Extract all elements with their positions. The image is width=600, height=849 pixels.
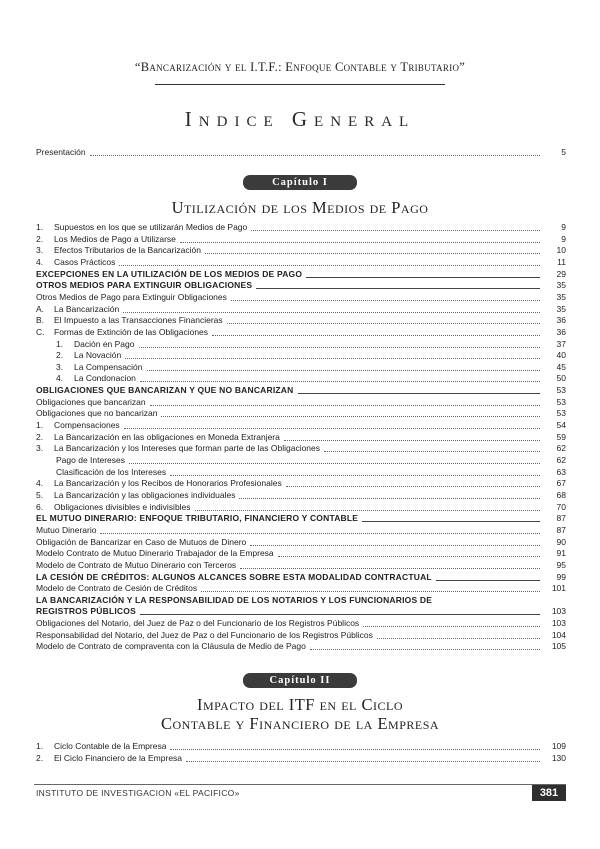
toc-entry-page: 90	[556, 536, 566, 547]
toc-entry-page: 35	[556, 280, 566, 291]
dot-leader	[362, 520, 540, 522]
footer-divider	[34, 784, 566, 785]
toc-entry[interactable]	[36, 350, 566, 361]
toc-entry-label: Ciclo Contable de la Empresa	[54, 741, 167, 751]
toc-entry-notarios[interactable]	[36, 606, 566, 617]
toc-entry-label: La Bancarización y los Intereses que forman parte de las Obligaciones	[54, 443, 321, 454]
toc-entry[interactable]	[36, 548, 566, 559]
toc-entry-label: Formas de Extinción de las Obligaciones	[54, 326, 209, 337]
dot-leader	[201, 590, 540, 592]
dot-leader	[150, 404, 540, 406]
toc-entry-label: Presentación	[36, 147, 86, 157]
toc-entry-presentacion[interactable]	[36, 147, 566, 158]
toc-entry-number: 1.	[56, 338, 64, 349]
toc-entry[interactable]	[36, 630, 566, 641]
toc-entry-number: 4.	[56, 373, 64, 384]
chapter-1-title: Utilización de los Medios de Pago	[171, 198, 429, 217]
toc-entry[interactable]	[36, 362, 566, 373]
toc-entry[interactable]	[36, 443, 566, 454]
footer-page-number: 381	[532, 785, 566, 801]
toc-entry-number: 2.	[56, 350, 64, 361]
dot-leader	[205, 252, 540, 254]
toc-entry-label: Dación en Pago	[74, 338, 135, 349]
toc-entry[interactable]	[36, 572, 566, 583]
dot-leader	[256, 287, 540, 289]
toc-entry-page: 45	[556, 361, 566, 372]
book-title: “Bancarización y el I.T.F.: Enfoque Contable y Tributario”	[134, 60, 466, 74]
toc-entry[interactable]	[36, 280, 566, 291]
toc-entry[interactable]	[36, 618, 566, 629]
toc-entry-label: La Bancarización	[54, 303, 120, 314]
dot-leader	[119, 264, 540, 266]
toc-entry[interactable]	[36, 397, 566, 408]
toc-entry-label: Modelo de Contrato de Cesión de Créditos	[36, 583, 198, 594]
toc-entry-label: REGISTROS PÚBLICOS	[36, 606, 136, 616]
toc-entry-number: 3.	[56, 361, 64, 372]
toc-entry-page: 63	[556, 466, 566, 477]
chapter-2-title-line1: Impacto del ITF en el Ciclo	[196, 695, 404, 714]
toc-entry-label: La Novación	[74, 350, 122, 361]
toc-entry-page: 103	[551, 606, 566, 616]
toc-entry[interactable]	[36, 304, 566, 315]
dot-leader	[377, 637, 540, 639]
toc-entry-page: 62	[556, 443, 566, 454]
toc-entry-label: Modelo Contrato de Mutuo Dinerario Trabajador de la Empresa	[36, 548, 274, 559]
toc-entry-label: La Bancarización y las obligaciones individuales	[54, 489, 236, 500]
toc-entry[interactable]	[36, 753, 566, 764]
toc-entry-page: 54	[556, 420, 566, 431]
toc-entry[interactable]	[36, 741, 566, 752]
toc-entry-label: Obligación de Bancarizar en Caso de Mutuos de Dinero	[36, 536, 247, 547]
toc-entry-label: La Bancarización en las obligaciones en Moneda Extranjera	[54, 431, 280, 442]
toc-entry[interactable]	[36, 315, 566, 326]
toc-entry-number: 1.	[36, 222, 44, 232]
toc-entry-label: La Condonacion	[74, 373, 136, 384]
dot-leader	[278, 555, 540, 557]
dot-leader	[231, 299, 540, 301]
toc-entry[interactable]	[36, 478, 566, 489]
toc-entry-label: Modelo de Contrato de compraventa con la Cláusula de Medio de Pago	[36, 641, 306, 651]
toc-entry[interactable]	[36, 292, 566, 303]
toc-entry-number: 6.	[36, 501, 44, 512]
toc-entry-page: 50	[556, 373, 566, 384]
toc-entry-label: Obligaciones del Notario, del Juez de Paz o del Funcionario de los Registros Públicos	[36, 618, 360, 628]
footer-institute: INSTITUTO DE INVESTIGACION «EL PACIFICO»	[36, 788, 240, 798]
toc-entry[interactable]	[36, 502, 566, 513]
chapter-1-badge: Capítulo I	[243, 175, 357, 190]
toc-entry-number: 5.	[36, 489, 44, 500]
index-title: Indice General	[184, 107, 416, 131]
toc-entry[interactable]	[36, 327, 566, 338]
toc-entry-page: 9	[561, 222, 566, 232]
toc-entry-page: 37	[556, 338, 566, 349]
toc-entry-label: Compensaciones	[54, 420, 120, 431]
toc-entry-number: 2.	[36, 431, 44, 442]
toc-entry-label: El Ciclo Financiero de la Empresa	[54, 753, 183, 763]
toc-entry-label: Modelo de Contrato de Mutuo Dinerario con Terceros	[36, 559, 237, 570]
dot-leader	[147, 369, 540, 371]
dot-leader	[239, 497, 540, 499]
toc-entry-label: OBLIGACIONES QUE BANCARIZAN Y QUE NO BANCARIZAN	[36, 385, 294, 396]
toc-entry-page: 130	[551, 753, 566, 763]
toc-entry-page: 53	[556, 396, 566, 407]
toc-entry-label: EL MUTUO DINERARIO: ENFOQUE TRIBUTARIO, FINANCIERO Y CONTABLE	[36, 513, 359, 524]
dot-leader	[286, 485, 540, 487]
toc-entry-page: 87	[556, 524, 566, 535]
toc-entry-page: 103	[551, 618, 566, 628]
toc-entry-label: LA CESIÓN DE CRÉDITOS: ALGUNOS ALCANCES SOBRE ESTA MODALIDAD CONTRACTUAL	[36, 571, 432, 582]
toc-entry-number: 4.	[36, 478, 44, 489]
dot-leader	[227, 322, 540, 324]
toc-entry-label: Obligaciones que no bancarizan	[36, 408, 158, 419]
dot-leader	[129, 462, 540, 464]
toc-heading-line: LA BANCARIZACIÓN Y LA RESPONSABILIDAD DE LOS NOTARIOS Y LOS FUNCIONARIOS DE	[36, 595, 433, 605]
toc-entry-page: 68	[556, 489, 566, 500]
toc-entry[interactable]	[36, 222, 566, 233]
toc-entry-label: Obligaciones divisibles e indivisibles	[54, 501, 191, 512]
toc-entry-number: B.	[36, 315, 45, 326]
toc-entry[interactable]	[36, 513, 566, 524]
toc-entry[interactable]	[36, 560, 566, 571]
dot-leader	[170, 748, 540, 750]
toc-entry-page: 53	[556, 385, 566, 396]
dot-leader	[90, 154, 540, 156]
dot-leader	[125, 357, 540, 359]
dot-leader	[186, 760, 540, 762]
dot-leader	[161, 415, 540, 417]
toc-entry-page: 62	[556, 455, 566, 465]
toc-entry-label: EXCEPCIONES EN LA UTILIZACIÓN DE LOS MEDIOS DE PAGO	[36, 268, 303, 279]
dot-leader	[139, 346, 541, 348]
dot-leader	[100, 532, 540, 534]
toc-entry-label: Los Medios de Pago a Utilizarse	[54, 233, 176, 244]
toc-entry-page: 105	[551, 641, 566, 651]
toc-entry-page: 36	[556, 326, 566, 337]
toc-entry-label: Supuestos en los que se utilizarán Medios de Pago	[54, 222, 248, 232]
dot-leader	[324, 450, 540, 452]
dot-leader	[212, 334, 540, 336]
toc-entry-page: 35	[556, 291, 566, 302]
toc-entry-page: 36	[556, 315, 566, 326]
toc-entry-page: 67	[556, 478, 566, 489]
dot-leader	[306, 276, 540, 278]
toc-entry[interactable]	[36, 269, 566, 280]
toc-entry[interactable]	[36, 490, 566, 501]
chapter-2-title-line2: Contable y Financiero de la Empresa	[160, 714, 440, 733]
toc-entry-label: Responsabilidad del Notario, del Juez de Paz o del Funcionario de los Registros Públicos	[36, 629, 373, 640]
toc-entry[interactable]	[36, 432, 566, 443]
toc-entry-number: 2.	[36, 753, 44, 763]
toc-entry-page: 29	[556, 268, 566, 279]
dot-leader	[250, 544, 540, 546]
toc-entry-label: Casos Prácticos	[54, 256, 116, 267]
toc-entry[interactable]	[36, 583, 566, 594]
toc-entry-page: 59	[556, 431, 566, 442]
dot-leader	[123, 311, 540, 313]
toc-entry[interactable]	[36, 408, 566, 419]
toc-entry-page: 70	[556, 501, 566, 512]
toc-entry-page: 95	[556, 559, 566, 570]
dot-leader	[180, 241, 540, 243]
toc-entry[interactable]	[36, 245, 566, 256]
toc-entry-label: La Bancarización y los Recibos de Honorarios Profesionales	[54, 478, 282, 489]
toc-entry-page: 35	[556, 303, 566, 314]
dot-leader	[298, 392, 541, 394]
toc-entry[interactable]	[36, 339, 566, 350]
dot-leader	[124, 427, 540, 429]
toc-entry-page: 40	[556, 350, 566, 361]
toc-entry-label: Efectos Tributarios de la Bancarización	[54, 245, 201, 256]
toc-entry-label: Mutuo Dinerario	[36, 524, 97, 535]
dot-leader	[140, 380, 540, 382]
dot-leader	[240, 567, 540, 569]
toc-entry-label: El Impuesto a las Transacciones Financieras	[54, 315, 223, 326]
toc-entry-label: La Compensación	[74, 361, 143, 372]
toc-entry-number: 2.	[36, 233, 44, 244]
toc-entry[interactable]	[36, 525, 566, 536]
toc-entry-page: 87	[556, 513, 566, 524]
toc-entry[interactable]	[36, 385, 566, 396]
dot-leader	[284, 439, 540, 441]
toc-entry[interactable]	[36, 234, 566, 245]
toc-entry-page: 99	[556, 571, 566, 582]
toc-entry-page: 91	[556, 548, 566, 559]
toc-entry-label: OTROS MEDIOS PARA EXTINGUIR OBLIGACIONES	[36, 280, 253, 291]
toc-entry-number: 1.	[36, 420, 44, 431]
toc-entry-label: Clasificación de los Intereses	[56, 466, 167, 477]
toc-entry-number: 3.	[36, 443, 44, 454]
toc-entry-page: 53	[556, 408, 566, 419]
toc-entry[interactable]	[36, 420, 566, 431]
toc-entry-label: Otros Medios de Pago para Extinguir Obligaciones	[36, 291, 227, 302]
toc-entry[interactable]	[36, 257, 566, 268]
toc-entry-page: 9	[561, 233, 566, 244]
toc-entry-label: Pago de Intereses	[56, 455, 125, 465]
toc-entry-page: 104	[551, 629, 566, 640]
chapter-2-badge: Capítulo II	[243, 673, 357, 688]
toc-entry-page: 101	[551, 583, 566, 594]
title-divider	[155, 84, 445, 85]
toc-entry-number: A.	[36, 303, 45, 314]
toc-entry-page: 109	[551, 741, 566, 751]
toc-entry[interactable]	[36, 455, 566, 466]
dot-leader	[195, 509, 540, 511]
toc-entry-number: 1.	[36, 741, 44, 751]
dot-leader	[363, 625, 540, 627]
toc-entry[interactable]	[36, 641, 566, 652]
toc-entry[interactable]	[36, 373, 566, 384]
toc-entry-page: 11	[557, 256, 566, 267]
dot-leader	[170, 474, 540, 476]
dot-leader	[251, 229, 540, 231]
toc-entry-page: 5	[561, 147, 566, 157]
toc-entry-label: Obligaciones que bancarizan	[36, 396, 146, 407]
dot-leader	[140, 613, 540, 615]
dot-leader	[436, 579, 540, 581]
toc-entry-page: 10	[556, 245, 566, 256]
toc-entry[interactable]	[36, 537, 566, 548]
toc-entry-number: 3.	[36, 245, 44, 256]
toc-entry-number: C.	[36, 326, 45, 337]
toc-entry-number: 4.	[36, 256, 44, 267]
toc-entry[interactable]	[36, 467, 566, 478]
dot-leader	[310, 648, 540, 650]
toc-heading-notarios[interactable]	[36, 595, 506, 606]
